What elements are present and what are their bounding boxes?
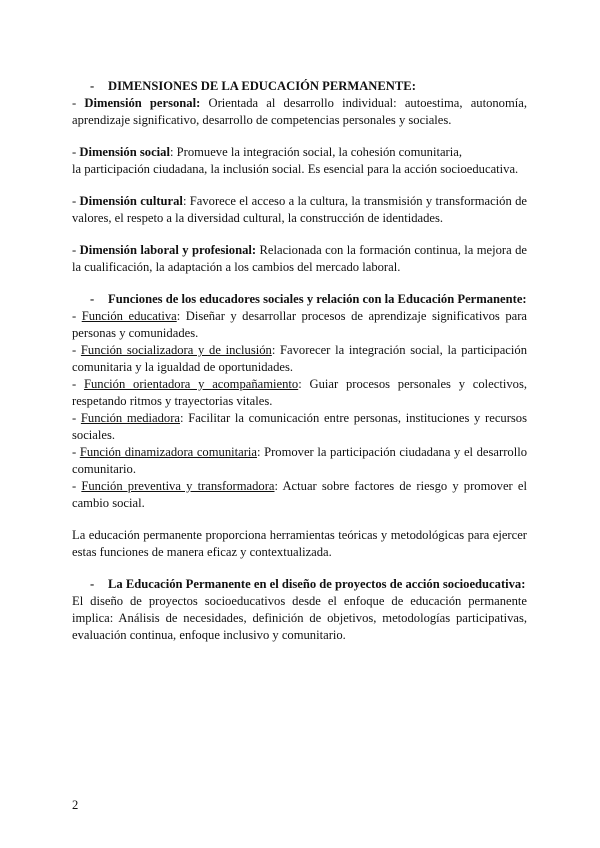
function-orientadora: - Función orientadora y acompañamiento: Guiar procesos personales y colectivos, respetando ritmos y trayectorias vitales. bbox=[72, 377, 527, 408]
functions-heading: - Funciones de los educadores sociales y relación con la Educación Permanente: bbox=[90, 292, 527, 306]
dimension-cultural-term: Dimensión cultural bbox=[79, 194, 183, 208]
function-educativa: - Función educativa: Diseñar y desarrollar procesos de aprendizaje significativos para personas y comunidades. bbox=[72, 309, 527, 340]
dimension-social: - Dimensión social: Promueve la integración social, la cohesión comunitaria, la participación ciudadana, la inclusión social. Es esencial para la acción socioeducativa. bbox=[72, 145, 519, 176]
dimension-social-term: Dimensión social bbox=[79, 145, 170, 159]
function-preventiva: - Función preventiva y transformadora: Actuar sobre factores de riesgo y promover el cambio social. bbox=[72, 479, 527, 510]
page-number: 2 bbox=[72, 798, 79, 812]
design-heading: - La Educación Permanente en el diseño de proyectos de acción socioeducativa: bbox=[90, 577, 526, 591]
design-text: El diseño de proyectos socioeducativos desde el enfoque de educación permanente implica: Análisis de necesidades, definición de objetivos, metodologías participativas, evaluación continua, enfoque inclusivo y comunitario. bbox=[72, 594, 527, 642]
dimension-cultural: - Dimensión cultural: Favorece el acceso a la cultura, la transmisión y transformación de valores, el respeto a la diversidad cultural, la construcción de identidades. bbox=[72, 194, 527, 225]
functions-summary: La educación permanente proporciona herramientas teóricas y metodológicas para ejercer estas funciones de manera eficaz y contextualizada. bbox=[72, 528, 527, 559]
dimension-laboral-term: Dimensión laboral y profesional: bbox=[79, 243, 257, 257]
dimension-laboral: - Dimensión laboral y profesional: Relacionada con la formación continua, la mejora de la cualificación, la adaptación a los cambios del mercado laboral. bbox=[72, 243, 527, 274]
function-mediadora: - Función mediadora: Facilitar la comunicación entre personas, instituciones y recursos sociales. bbox=[72, 411, 528, 442]
dimension-personal: - Dimensión personal: Orientada al desarrollo individual: autoestima, autonomía, aprendizaje significativo, desarrollo de competencias personales y sociales. bbox=[72, 96, 528, 127]
function-dinamizadora: - Función dinamizadora comunitaria: Promover la participación ciudadana y el desarrollo comunitario. bbox=[72, 445, 527, 476]
page-content bbox=[72, 78, 527, 644]
dimension-personal-term: Dimensión personal: bbox=[84, 96, 201, 110]
function-socializadora: - Función socializadora y de inclusión: Favorecer la integración social, la participación comunitaria y la igualdad de oportunidades. bbox=[72, 343, 527, 374]
dimensions-heading: - DIMENSIONES DE LA EDUCACIÓN PERMANENTE: bbox=[90, 79, 416, 93]
